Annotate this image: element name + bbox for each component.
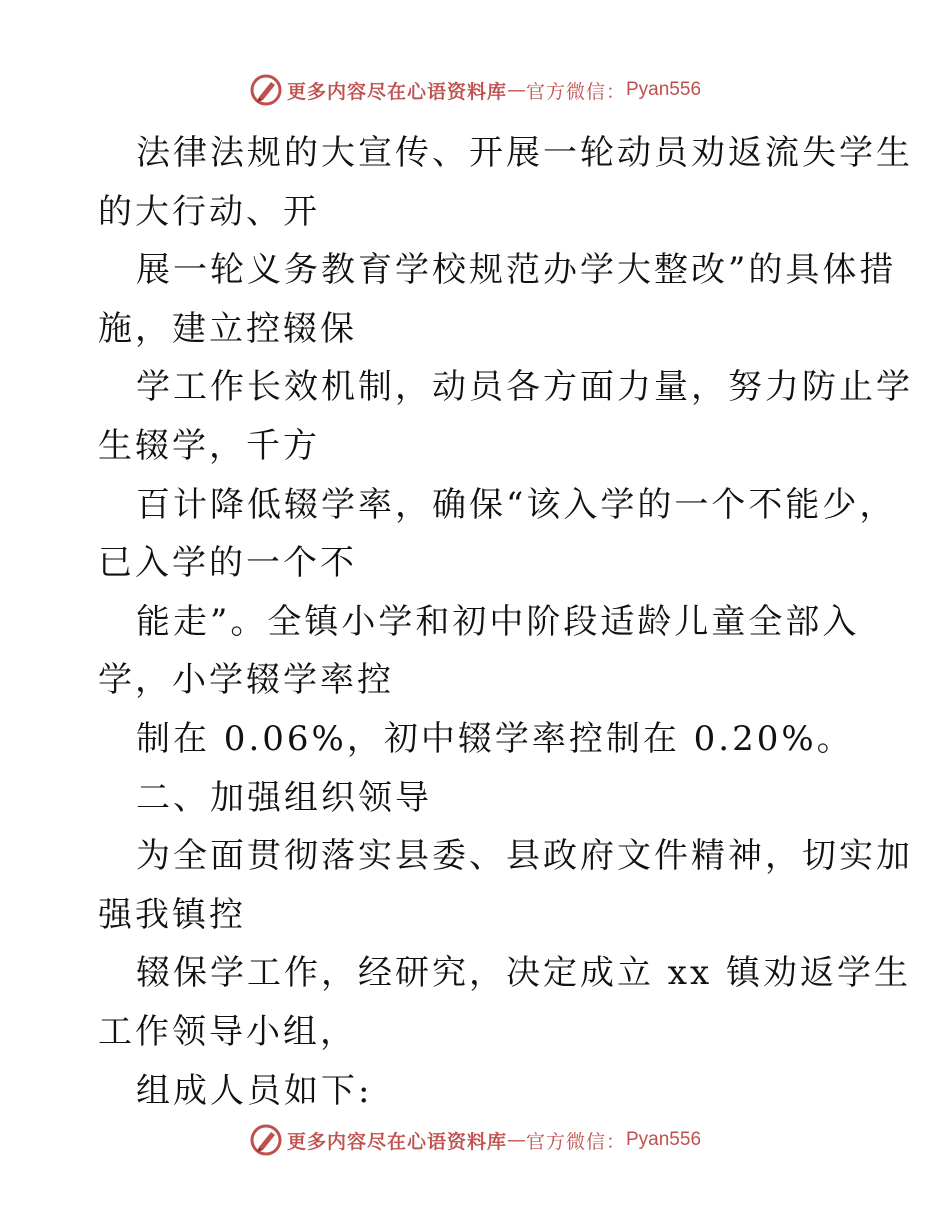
pen-logo-icon	[249, 1123, 283, 1157]
text-line: 生辍学，千方	[98, 425, 320, 466]
watermark-wechat-label: 官方微信：	[525, 80, 626, 103]
text-line: 施，建立控辍保	[98, 308, 357, 349]
document-body	[98, 124, 913, 1120]
text-line: 辍保学工作，经研究，决定成立 xx 镇劝返学生	[136, 953, 911, 994]
text-line: 学，小学辍学率控	[98, 660, 394, 701]
pen-logo-icon	[249, 73, 283, 107]
watermark-wechat-label: 官方微信：	[525, 1130, 626, 1153]
text-line: 能走”。全镇小学和初中阶段适龄儿童全部入	[136, 601, 860, 642]
text-line: 工作领导小组，	[98, 1011, 357, 1052]
watermark-wechat-id: Pyan556	[626, 79, 702, 100]
watermark-dash: —	[506, 79, 526, 101]
text-line: 的大行动、开	[98, 191, 320, 232]
text-line: 制在 0.06%，初中辍学率控制在 0.20%。	[136, 718, 854, 759]
text-line: 强我镇控	[98, 894, 246, 935]
text-line: 组成人员如下:	[136, 1070, 373, 1111]
text-line: 已入学的一个不	[98, 543, 357, 584]
watermark-main-text: 更多内容尽在心语资料库	[286, 1130, 507, 1153]
watermark-dash: —	[506, 1129, 526, 1151]
text-line: 百计降低辍学率，确保“该入学的一个不能少，	[136, 484, 897, 525]
text-line: 学工作长效机制，动员各方面力量，努力防止学	[136, 367, 913, 408]
text-line: 为全面贯彻落实县委、县政府文件精神，切实加	[136, 836, 913, 877]
watermark-wechat-id: Pyan556	[626, 1129, 702, 1150]
section-heading: 二、加强组织领导	[136, 777, 432, 818]
text-line: 展一轮义务教育学校规范办学大整改”的具体措	[136, 250, 897, 291]
footer-watermark	[0, 1120, 950, 1160]
header-watermark	[0, 70, 950, 110]
watermark-main-text: 更多内容尽在心语资料库	[286, 80, 507, 103]
text-line: 法律法规的大宣传、开展一轮动员劝返流失学生	[136, 133, 913, 173]
